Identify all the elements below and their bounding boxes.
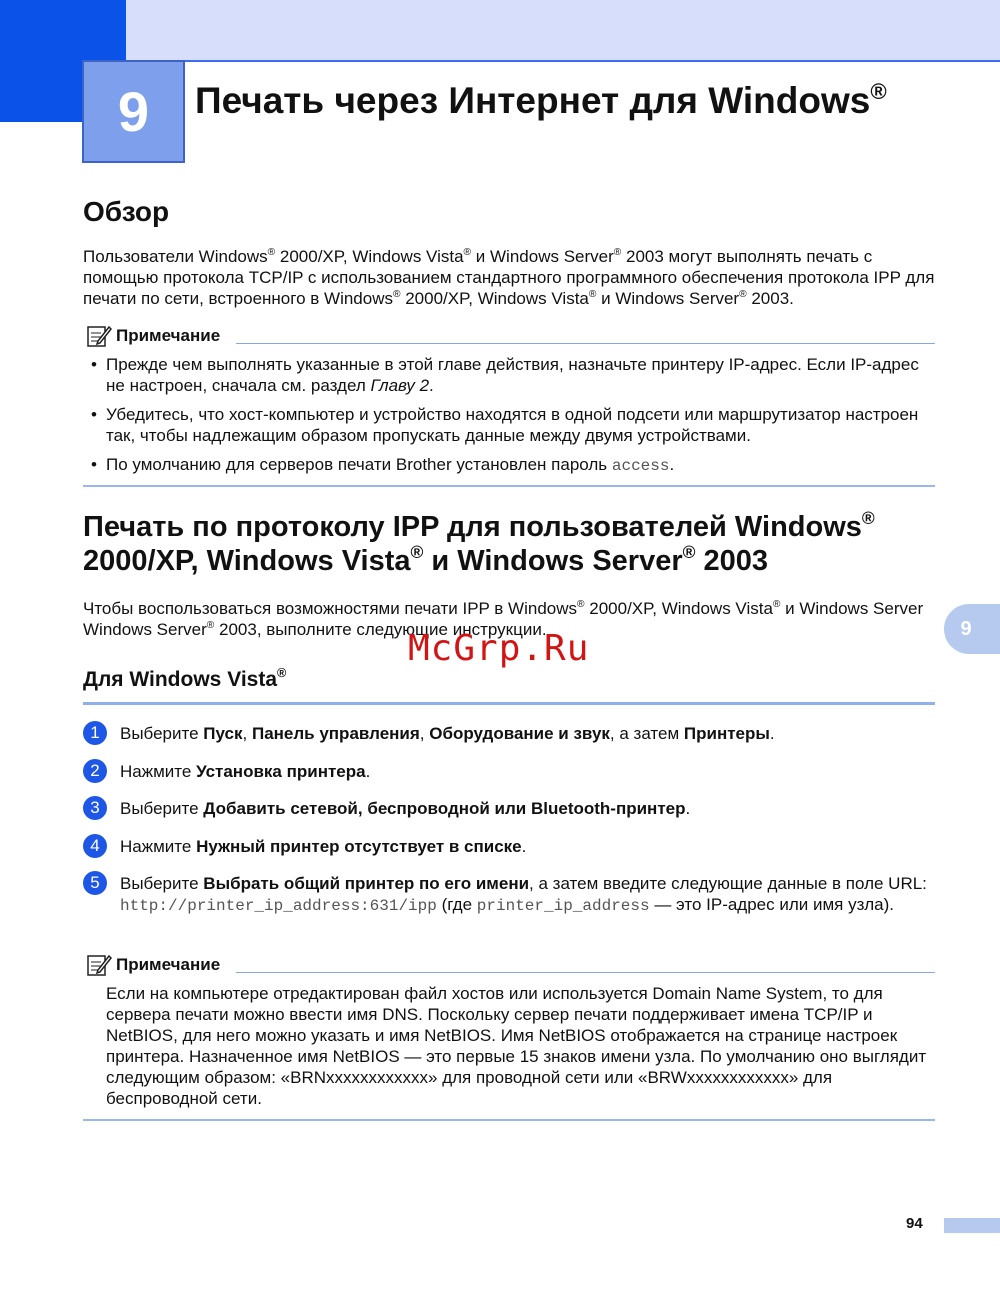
note-end-rule [83, 1119, 935, 1121]
note-pencil-icon [86, 324, 112, 348]
note-label: Примечание [116, 326, 221, 345]
note-bullets [83, 354, 933, 485]
watermark: McGrp.Ru [408, 628, 590, 669]
note-label: Примечание [116, 955, 221, 974]
page-number-bar [944, 1218, 1000, 1233]
chapter-link[interactable]: Главу 2 [370, 376, 430, 395]
step-number: 4 [83, 834, 107, 858]
note-header-1 [86, 324, 220, 348]
header-band [0, 0, 1000, 62]
list-item: • Прежде чем выполнять указанные в этой главе действия, назначьте принтеру IP-адрес. Если IP-адрес не настроен, сначала см. раздел Главу 2. [83, 354, 933, 396]
chapter-side-tab: 9 [944, 604, 1000, 654]
ipp-section-heading: Печать по протоколу IPP для пользователей Windows® 2000/XP, Windows Vista® и Windows Server® 2003 [83, 508, 875, 577]
step-item: 1 Выберите Пуск, Панель управления, Оборудование и звук, а затем Принтеры. [83, 723, 943, 744]
ipp-intro: Чтобы воспользоваться возможностями печати IPP в Windows® 2000/XP, Windows Vista® и Windows Server Windows Server® 2003, выполните следующие инструкции. [83, 598, 924, 639]
step-number: 3 [83, 796, 107, 820]
vista-steps [83, 723, 943, 934]
note-pencil-icon [86, 953, 112, 977]
step-item: 2 Нажмите Установка принтера. [83, 761, 943, 782]
page-number: 94 [906, 1215, 923, 1232]
overview-paragraph: Пользователи Windows® 2000/XP, Windows Vista® и Windows Server® 2003 могут выполнять печать с помощью протокола TCP/IP с использованием стандартного программного обеспечения протокола IPP для печати по сети, встроенного в Windows® 2000/XP, Windows Vista® и Windows Server® 2003. [83, 246, 935, 308]
note-header-2 [86, 953, 220, 977]
vista-heading: Для Windows Vista® [83, 666, 287, 691]
list-item: • Убедитесь, что хост-компьютер и устройство находятся в одной подсети или маршрутизатор настроен так, чтобы надлежащим образом пропускать данные между двумя устройствами. [83, 404, 933, 446]
step-item: 3 Выберите Добавить сетевой, беспроводной или Bluetooth-принтер. [83, 798, 943, 819]
note-header-rule [236, 972, 935, 973]
note-end-rule [83, 485, 935, 487]
overview-heading: Обзор [83, 196, 170, 227]
step-item: 4 Нажмите Нужный принтер отсутствует в списке. [83, 836, 943, 857]
step-item: 5 Выберите Выбрать общий принтер по его имени, а затем введите следующие данные в поле URL: http://printer_ip_address:631/ipp (где printer_ip_address — это IP-адрес или имя узла). [83, 873, 943, 917]
note-text: Если на компьютере отредактирован файл хостов или используется Domain Name System, то для сервера печати можно ввести имя DNS. Поскольку сервер печати поддерживает имена TCP/IP и NetBIOS, для него можно указать и имя NetBIOS. Имя NetBIOS отображается на странице настроек принтера. Назначенное имя NetBIOS — это первые 15 знаков имени узла. По умолчанию оно выглядит следующим образом: «BRNxxxxxxxxxxxx» для проводной сети или «BRWxxxxxxxxxxxx» для беспроводной сети. [106, 984, 927, 1108]
list-item: • По умолчанию для серверов печати Brother установлен пароль access. [83, 454, 933, 477]
chapter-number: 9 [82, 60, 185, 163]
vista-heading-rule [83, 702, 935, 705]
step-number: 2 [83, 759, 107, 783]
note-header-rule [236, 343, 935, 344]
chapter-title: Печать через Интернет для Windows® [195, 78, 887, 121]
step-number: 1 [83, 721, 107, 745]
step-number: 5 [83, 871, 107, 895]
